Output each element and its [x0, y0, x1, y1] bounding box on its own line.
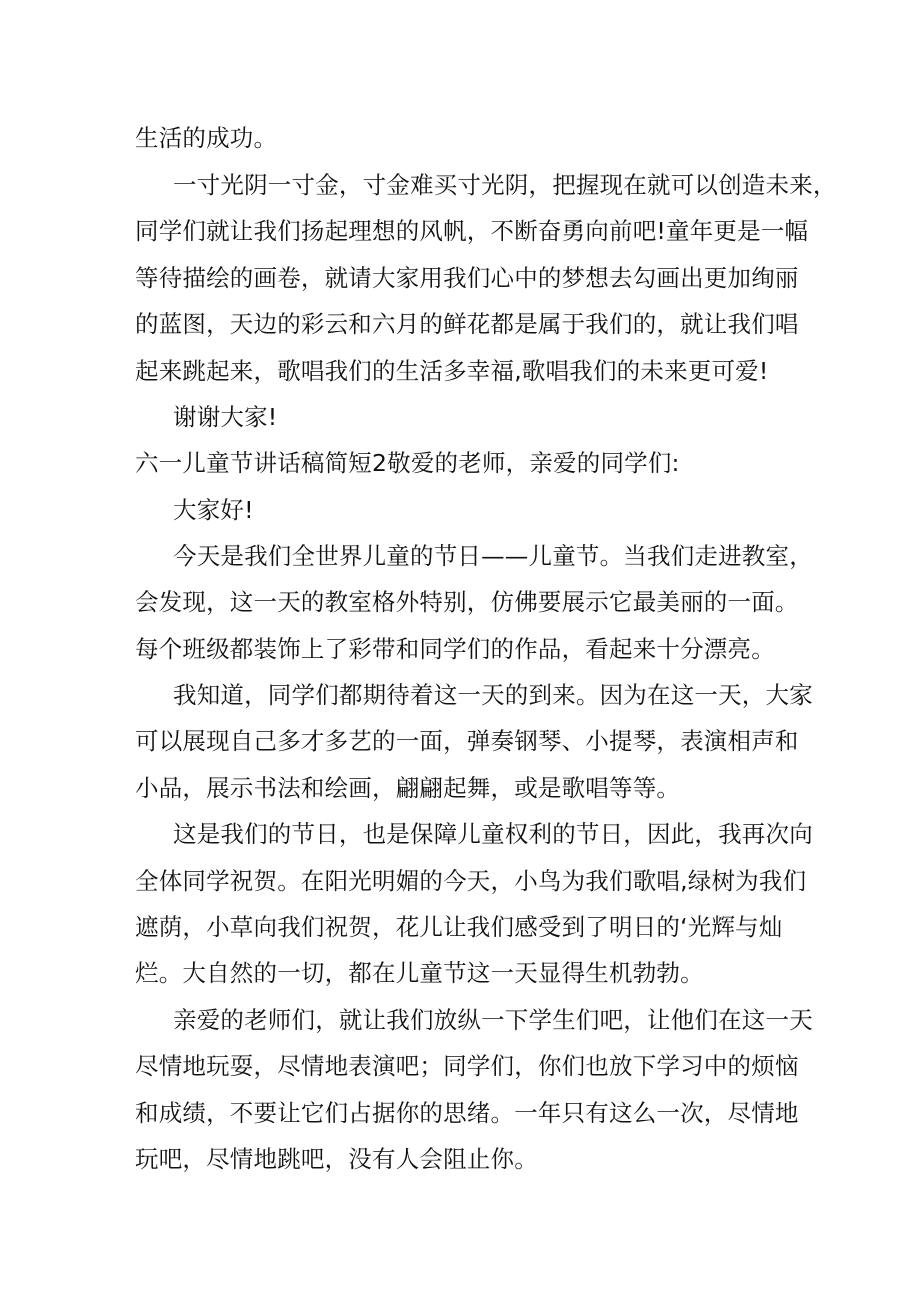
text-line: 亲爱的老师们，就让我们放纵一下学生们吧，让他们在这一天	[173, 1006, 813, 1034]
text-line: 这是我们的节日，也是保障儿童权利的节日，因此，我再次向	[173, 820, 813, 848]
text-line: 等待描绘的画卷，就请大家用我们心中的梦想去勾画出更加绚丽	[135, 264, 799, 292]
text-line: 遮荫，小草向我们祝贺，花儿让我们感受到了明日的‘光辉与灿	[135, 913, 783, 941]
text-line: 今天是我们全世界儿童的节日——儿童节。当我们走进教室，	[173, 542, 813, 570]
text-line: 每个班级都装饰上了彩带和同学们的作品，看起来十分漂亮。	[135, 635, 775, 663]
text-line: 全体同学祝贺。在阳光明媚的今天，小鸟为我们歌唱,绿树为我们	[135, 867, 807, 895]
text-line: 小品，展示书法和绘画，翩翩起舞，或是歌唱等等。	[135, 774, 681, 802]
text-line: 玩吧，尽情地跳吧，没有人会阻止你。	[135, 1145, 538, 1173]
text-line: 和成绩，不要让它们占据你的思绪。一年只有这么一次，尽情地	[135, 1099, 799, 1127]
text-line: 谢谢大家!	[173, 403, 278, 431]
text-line: 烂。大自然的一切，都在儿童节这一天显得生机勃勃。	[135, 959, 704, 987]
text-line: 尽情地玩耍，尽情地表演吧；同学们，你们也放下学习中的烦恼	[135, 1052, 799, 1080]
text-line: 起来跳起来，歌唱我们的生活多幸福,歌唱我们的未来更可爱!	[135, 357, 769, 385]
text-line: 会发现，这一天的教室格外特别，仿佛要展示它最美丽的一面。	[135, 588, 799, 616]
text-line: 同学们就让我们扬起理想的风帆，不断奋勇向前吧!童年更是一幅	[135, 217, 809, 245]
text-line: 一寸光阴一寸金，寸金难买寸光阴，把握现在就可以创造未来，	[173, 171, 837, 199]
text-line: 的蓝图，天边的彩云和六月的鲜花都是属于我们的，就让我们唱	[135, 310, 799, 338]
section-heading: 六一儿童节讲话稿简短2敬爱的老师，亲爱的同学们:	[135, 449, 680, 477]
text-line: 可以展现自己多才多艺的一面，弹奏钢琴、小提琴，表演相声和	[135, 727, 799, 755]
text-line: 生活的成功。	[135, 124, 278, 152]
text-line: 大家好!	[173, 496, 254, 524]
text-line: 我知道，同学们都期待着这一天的到来。因为在这一天，大家	[173, 681, 813, 709]
